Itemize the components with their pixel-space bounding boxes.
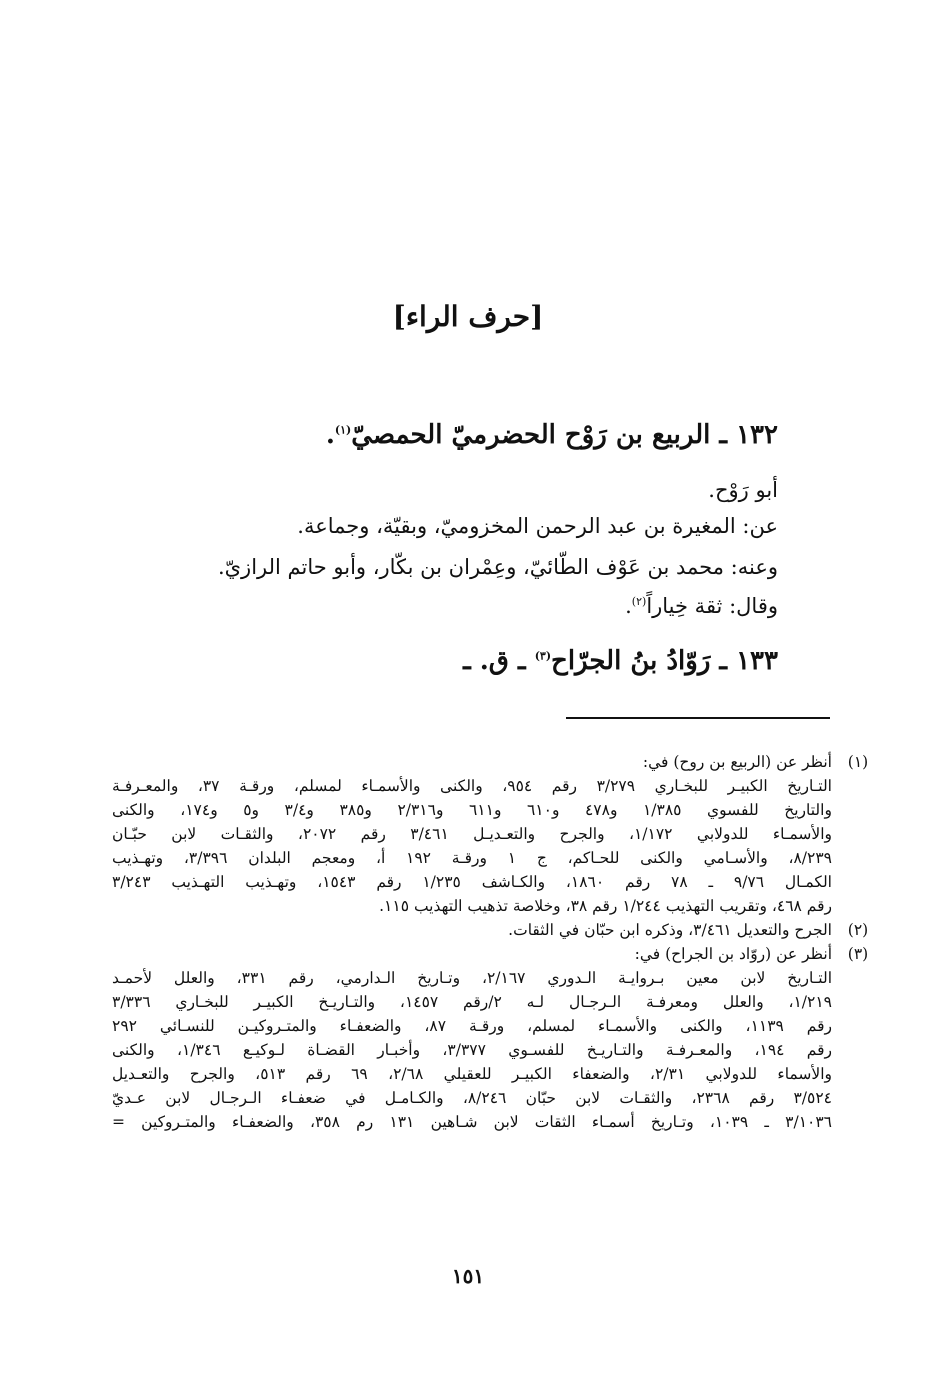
footnote-3-line: رقم ١١٣٩، والكنى والأسمـاء لمسلم، ورقـة ٨٧، والضعفـاء والمتـروكيـن للنسـائي ٢٩٢ (112, 1017, 832, 1035)
footnote-3-line: والأسماء للدولابي ٢/٣١، والضعفاء الكبيـر للعقيلي ٢/٦٨، ٦٩ رقم ٥١٣، والجرح والتعـديل (112, 1065, 832, 1083)
footnote-2-number: (٢) (847, 921, 869, 939)
footnote-ref-3[interactable]: (٣) (534, 649, 552, 663)
footnote-3-line: رقم ١٩٤، والمعـرفـة والتـاريـخ للفسـوي ٣/٣٧٧، وأخبـار القضـاة لـوكيـع ١/٣٤٦، والكنى (112, 1041, 833, 1059)
grading-text: وقال: ثقة خِياراً (646, 594, 778, 618)
footnote-3 (112, 942, 869, 1134)
footnote-1-head: أنظر عن (الربيع بن روح) في: (642, 753, 832, 771)
entry-132-teachers: عن: المغيرة بن عبد الرحمن المخزوميّ، وبقيّة، وجماعة. (297, 514, 778, 538)
entry-132-grading: وقال: ثقة خِياراً$^{(٢)}$. (625, 594, 778, 618)
footnote-2 (112, 918, 869, 942)
footnote-1-line: الكمـال ٩/٧٦ ـ ٧٨ رقم ١٨٦٠، والكـاشف ١/٢٣٥ رقم ١٥٤٣، وتهـذيب التهـذيب ٣/٢٤٣ (112, 873, 832, 891)
entry-132-students: وعنه: محمد بن عَوْف الطّائيّ، وعِمْران بن بكّار، وأبو حاتم الرازيّ. (217, 555, 778, 579)
footnote-1-line: والأسمـاء للدولابي ١/١٧٢، والجرح والتعـديـل ٣/٤٦١ رقم ٢٠٧٢، والثقـات لابن حبّـان (112, 825, 832, 843)
footnote-1-line: ٨/٢٣٩، والأسـامي والكنى للحـاكم، ج ١ ورقـة ١٩٢ أ، ومعجم البلدان ٣/٣٩٦، وتهـذيب (112, 849, 832, 867)
footnote-1-line: والتاريخ للفسوي ١/٣٨٥ و٤٧٨ و٦١٠ و٦١١ و٢/٣١٦ و٣٨٥ و٣/٤ و٥ و١٧٤، والكنى (112, 801, 832, 819)
footnote-1-line: التـاريخ الكبيـر للبخـاري ٣/٢٧٩ رقم ٩٥٤، والكنى والأسمـاء لمسلم، ورقـة ٣٧، والمعـرفـة (112, 777, 832, 795)
footnote-3-line: ٣/٥٢٤ رقم ٢٣٦٨، والثقـات لابن حبّان ٨/٢٤٦، والكـامـل في ضعفـاء الـرجـال لابن عـديّ (112, 1089, 832, 1107)
footnote-3-line: التـاريخ لابن معين بـروايـة الـدوري ٢/١٦٧، وتـاريخ الـدارمي، رقم ٣٣١، والعلل لأحمـد (112, 969, 832, 987)
entry-132-kunya: أبو رَوْح. (708, 478, 778, 502)
footnote-2-text: الجرح والتعديل ٣/٤٦١، وذكره ابن حبّان في الثقات. (508, 921, 832, 939)
entry-133-suffix: ـ ق. ـ (463, 646, 535, 676)
entry-133-name: ١٣٣ ـ رَوّادُ بنُ الجرّاح (551, 646, 778, 676)
entry-132-name: ١٣٢ ـ الربيع بن رَوْح الحضرميّ الحمصيّ (351, 420, 778, 450)
page-number: ١٥١ (451, 1264, 485, 1288)
entry-133-title (463, 646, 778, 676)
footnote-1-number: (١) (847, 753, 869, 771)
footnote-3-head: أنظر عن (روّاد بن الجراح) في: (634, 945, 832, 963)
footnote-3-line: ١/٢١٩، والعلل ومعرفـة الـرجـال لـه ٢/رقم ١٤٥٧، والتـاريـخ الكبيـر للبخـاري ٣/٣٣٦ (112, 993, 832, 1011)
footnote-3-number: (٣) (847, 945, 869, 963)
footnote-1 (112, 750, 869, 918)
footnote-ref-2[interactable]: (٢) (631, 595, 647, 608)
footnote-ref-1[interactable]: (١) (334, 423, 352, 437)
footnote-divider (566, 717, 830, 719)
entry-132-title: ١٣٢ ـ الربيع بن رَوْح الحضرميّ الحمصيّ$^{(١)}$. (325, 420, 778, 450)
footnote-1-line: رقم ٤٦٨، وتقريب التهذيب ١/٢٤٤ رقم ٣٨، وخلاصة تذهيب التهذيب ١١٥. (379, 897, 832, 915)
footnote-3-line: ٣/١٠٣٦ ـ ١٠٣٩، وتـاريخ أسمـاء الثقات لابن شـاهين ١٣١ رم ٣٥٨، والضعفـاء والمتـروكين = (112, 1113, 832, 1131)
section-heading: [حرف الراء] (392, 300, 544, 333)
